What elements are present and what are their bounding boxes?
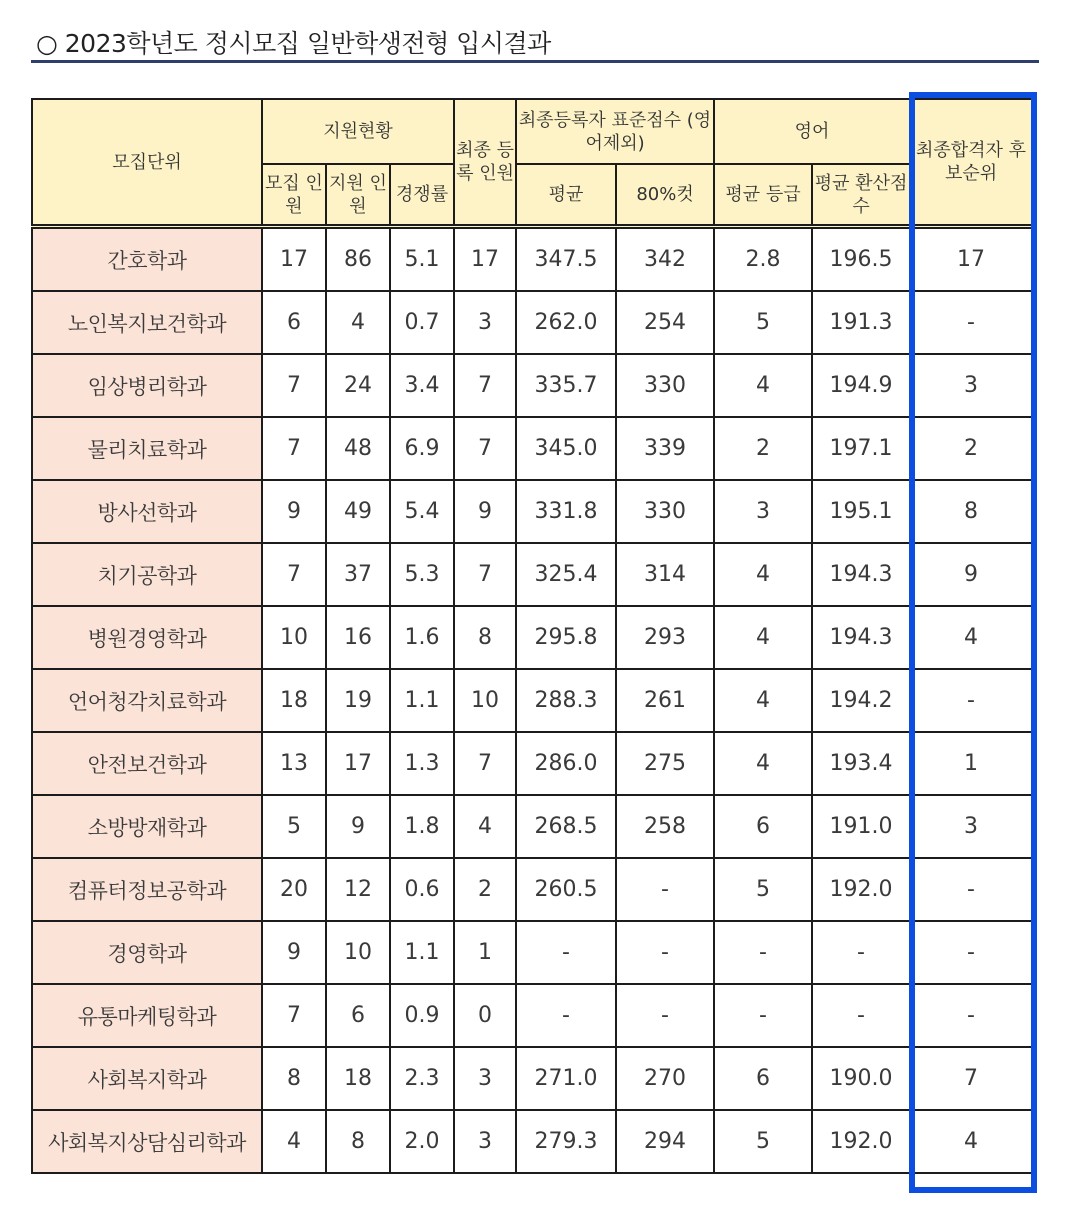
value-cell: 262.0 [516, 291, 616, 354]
value-cell: 6 [262, 291, 326, 354]
value-cell: 268.5 [516, 795, 616, 858]
table-row [32, 732, 1032, 795]
value-cell: 4 [910, 1110, 1032, 1173]
value-cell: 8 [262, 1047, 326, 1110]
value-cell: 8 [326, 1110, 390, 1173]
value-cell: 5.4 [390, 480, 454, 543]
value-cell: 194.9 [812, 354, 910, 417]
value-cell: 0.9 [390, 984, 454, 1047]
dept-cell: 임상병리학과 [32, 354, 262, 417]
value-cell: 2 [454, 858, 516, 921]
value-cell: 9 [262, 921, 326, 984]
value-cell: 194.3 [812, 606, 910, 669]
table-row [32, 480, 1032, 543]
value-cell: 342 [616, 227, 714, 292]
value-cell: 9 [262, 480, 326, 543]
value-cell: 6.9 [390, 417, 454, 480]
dept-cell: 방사선학과 [32, 480, 262, 543]
value-cell: 9 [326, 795, 390, 858]
table-row [32, 417, 1032, 480]
value-cell: 3 [454, 291, 516, 354]
value-cell: 19 [326, 669, 390, 732]
header-applications: 지원현황 [262, 99, 454, 164]
value-cell: 4 [714, 732, 812, 795]
value-cell: 12 [326, 858, 390, 921]
value-cell: 3 [714, 480, 812, 543]
value-cell: 2 [714, 417, 812, 480]
value-cell: 1.1 [390, 669, 454, 732]
header-final-enrolled: 최종 등록 인원 [454, 99, 516, 227]
header-recruit: 모집 인원 [262, 164, 326, 227]
table-row [32, 795, 1032, 858]
value-cell: - [812, 984, 910, 1047]
admission-results-table [31, 98, 1033, 1174]
value-cell: 293 [616, 606, 714, 669]
value-cell: 275 [616, 732, 714, 795]
value-cell: 294 [616, 1110, 714, 1173]
value-cell: 6 [714, 795, 812, 858]
table-row [32, 291, 1032, 354]
value-cell: 37 [326, 543, 390, 606]
value-cell: 4 [714, 606, 812, 669]
value-cell: 5 [262, 795, 326, 858]
value-cell: - [616, 984, 714, 1047]
value-cell: 5 [714, 1110, 812, 1173]
value-cell: 24 [326, 354, 390, 417]
value-cell: 3 [454, 1047, 516, 1110]
value-cell: - [812, 921, 910, 984]
value-cell: 0.6 [390, 858, 454, 921]
value-cell: 7 [454, 732, 516, 795]
value-cell: 16 [326, 606, 390, 669]
value-cell: 2.8 [714, 227, 812, 292]
value-cell: - [910, 291, 1032, 354]
value-cell: 258 [616, 795, 714, 858]
value-cell: 261 [616, 669, 714, 732]
dept-cell: 경영학과 [32, 921, 262, 984]
value-cell: 7 [910, 1047, 1032, 1110]
value-cell: - [516, 984, 616, 1047]
table-row [32, 606, 1032, 669]
value-cell: 17 [910, 227, 1032, 292]
value-cell: 13 [262, 732, 326, 795]
value-cell: 48 [326, 417, 390, 480]
value-cell: - [616, 921, 714, 984]
value-cell: 1.8 [390, 795, 454, 858]
value-cell: 1.3 [390, 732, 454, 795]
table-row [32, 669, 1032, 732]
table-row [32, 1047, 1032, 1110]
value-cell: 2 [910, 417, 1032, 480]
value-cell: 18 [326, 1047, 390, 1110]
table-row [32, 354, 1032, 417]
header-unit: 모집단위 [32, 99, 262, 227]
value-cell: 270 [616, 1047, 714, 1110]
table-row [32, 921, 1032, 984]
value-cell: 191.3 [812, 291, 910, 354]
value-cell: 5.3 [390, 543, 454, 606]
value-cell: 7 [262, 543, 326, 606]
value-cell: 194.3 [812, 543, 910, 606]
value-cell: 4 [910, 606, 1032, 669]
table-row [32, 984, 1032, 1047]
value-cell: 325.4 [516, 543, 616, 606]
value-cell: 254 [616, 291, 714, 354]
value-cell: 4 [262, 1110, 326, 1173]
value-cell: 49 [326, 480, 390, 543]
header-applicants: 지원 인원 [326, 164, 390, 227]
value-cell: 194.2 [812, 669, 910, 732]
value-cell: 335.7 [516, 354, 616, 417]
value-cell: 193.4 [812, 732, 910, 795]
value-cell: 0.7 [390, 291, 454, 354]
value-cell: 1 [910, 732, 1032, 795]
value-cell: 330 [616, 354, 714, 417]
value-cell: 288.3 [516, 669, 616, 732]
header-avg-converted: 평균 환산점수 [812, 164, 910, 227]
value-cell: 8 [454, 606, 516, 669]
table-row [32, 543, 1032, 606]
value-cell: 1.1 [390, 921, 454, 984]
dept-cell: 노인복지보건학과 [32, 291, 262, 354]
value-cell: 7 [262, 984, 326, 1047]
value-cell: 10 [326, 921, 390, 984]
value-cell: - [910, 858, 1032, 921]
value-cell: 3 [910, 795, 1032, 858]
value-cell: 1.6 [390, 606, 454, 669]
value-cell: 4 [326, 291, 390, 354]
dept-cell: 물리치료학과 [32, 417, 262, 480]
value-cell: 4 [714, 354, 812, 417]
table-row [32, 1110, 1032, 1173]
value-cell: 7 [454, 543, 516, 606]
table-body [32, 227, 1032, 1174]
value-cell: 3.4 [390, 354, 454, 417]
value-cell: 17 [326, 732, 390, 795]
value-cell: 197.1 [812, 417, 910, 480]
value-cell: 331.8 [516, 480, 616, 543]
value-cell: 314 [616, 543, 714, 606]
value-cell: 2.0 [390, 1110, 454, 1173]
value-cell: 5.1 [390, 227, 454, 292]
table-row [32, 858, 1032, 921]
value-cell: - [714, 921, 812, 984]
value-cell: 5 [714, 291, 812, 354]
value-cell: 4 [714, 543, 812, 606]
value-cell: 86 [326, 227, 390, 292]
value-cell: 195.1 [812, 480, 910, 543]
value-cell: 17 [454, 227, 516, 292]
value-cell: 18 [262, 669, 326, 732]
value-cell: 20 [262, 858, 326, 921]
value-cell: 192.0 [812, 858, 910, 921]
value-cell: 1 [454, 921, 516, 984]
header-cut80: 80%컷 [616, 164, 714, 227]
value-cell: 7 [262, 417, 326, 480]
value-cell: 3 [454, 1110, 516, 1173]
value-cell: 6 [326, 984, 390, 1047]
value-cell: 345.0 [516, 417, 616, 480]
value-cell: 9 [454, 480, 516, 543]
value-cell: 3 [910, 354, 1032, 417]
dept-cell: 치기공학과 [32, 543, 262, 606]
page-title: ○ 2023학년도 정시모집 일반학생전형 입시결과 [36, 29, 551, 58]
value-cell: 196.5 [812, 227, 910, 292]
table-row [32, 227, 1032, 292]
dept-cell: 간호학과 [32, 227, 262, 292]
value-cell: 295.8 [516, 606, 616, 669]
value-cell: 191.0 [812, 795, 910, 858]
dept-cell: 병원경영학과 [32, 606, 262, 669]
value-cell: - [616, 858, 714, 921]
value-cell: 279.3 [516, 1110, 616, 1173]
value-cell: 4 [714, 669, 812, 732]
value-cell: 17 [262, 227, 326, 292]
value-cell: 7 [454, 417, 516, 480]
value-cell: 0 [454, 984, 516, 1047]
value-cell: 260.5 [516, 858, 616, 921]
value-cell: 2.3 [390, 1047, 454, 1110]
value-cell: 7 [262, 354, 326, 417]
value-cell: 4 [454, 795, 516, 858]
header-english: 영어 [714, 99, 910, 164]
value-cell: 192.0 [812, 1110, 910, 1173]
header-ratio: 경쟁률 [390, 164, 454, 227]
value-cell: 190.0 [812, 1047, 910, 1110]
dept-cell: 소방방재학과 [32, 795, 262, 858]
value-cell: - [516, 921, 616, 984]
value-cell: 9 [910, 543, 1032, 606]
value-cell: 5 [714, 858, 812, 921]
value-cell: 6 [714, 1047, 812, 1110]
value-cell: 7 [454, 354, 516, 417]
header-average: 평균 [516, 164, 616, 227]
header-waitlist: 최종합격자 후보순위 [910, 99, 1032, 227]
value-cell: - [910, 921, 1032, 984]
value-cell: 286.0 [516, 732, 616, 795]
value-cell: 347.5 [516, 227, 616, 292]
dept-cell: 사회복지학과 [32, 1047, 262, 1110]
value-cell: - [910, 984, 1032, 1047]
value-cell: 8 [910, 480, 1032, 543]
value-cell: 10 [262, 606, 326, 669]
title-underline [31, 60, 1039, 63]
value-cell: 339 [616, 417, 714, 480]
value-cell: - [714, 984, 812, 1047]
value-cell: 271.0 [516, 1047, 616, 1110]
value-cell: 330 [616, 480, 714, 543]
dept-cell: 언어청각치료학과 [32, 669, 262, 732]
dept-cell: 사회복지상담심리학과 [32, 1110, 262, 1173]
dept-cell: 컴퓨터정보공학과 [32, 858, 262, 921]
value-cell: - [910, 669, 1032, 732]
header-std-score: 최종등록자 표준점수 (영어제외) [516, 99, 714, 164]
dept-cell: 안전보건학과 [32, 732, 262, 795]
dept-cell: 유통마케팅학과 [32, 984, 262, 1047]
value-cell: 10 [454, 669, 516, 732]
header-avg-grade: 평균 등급 [714, 164, 812, 227]
